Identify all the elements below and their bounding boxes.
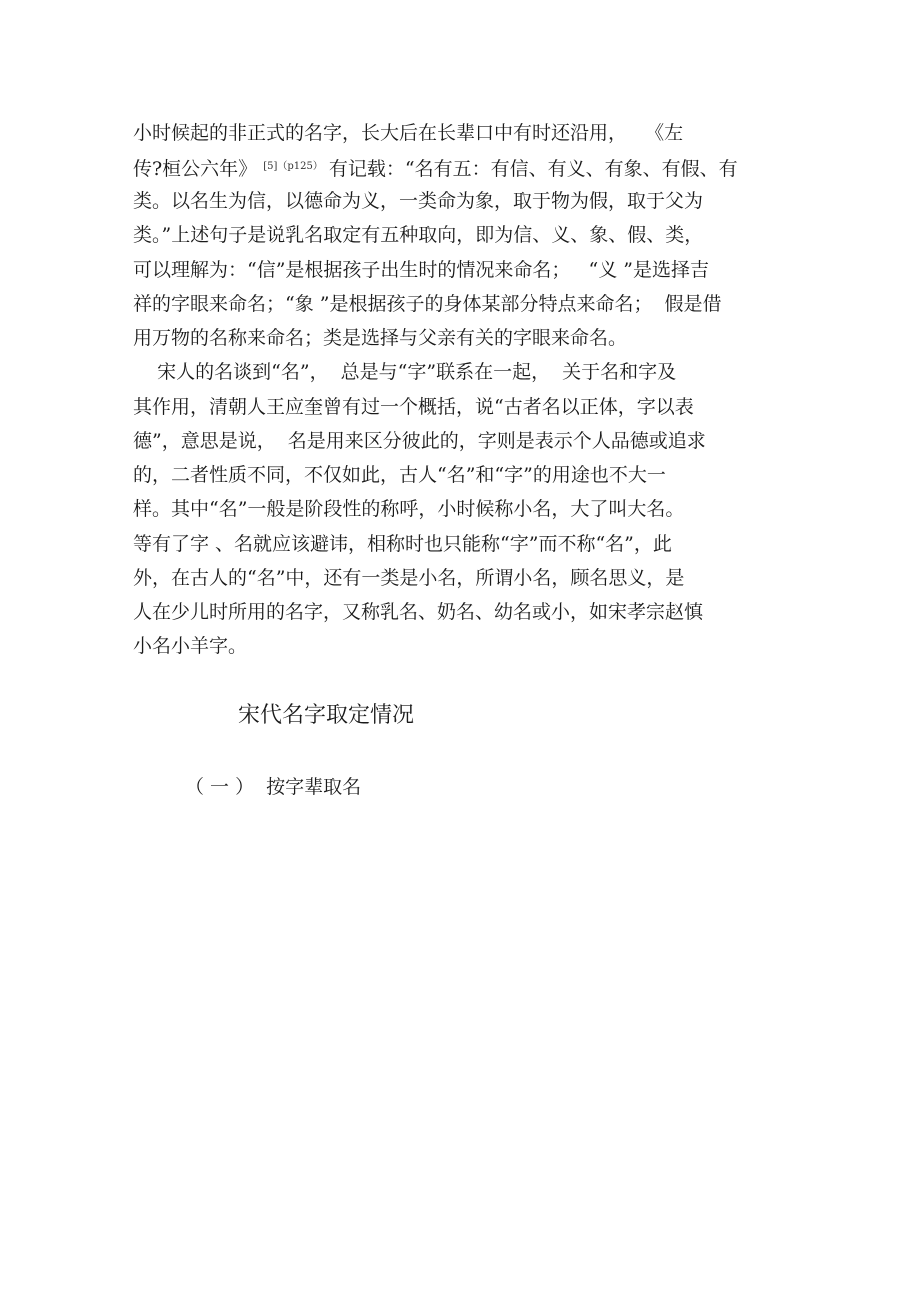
paragraph-line: 祥的字眼来命名；“象 ”是根据孩子的身体某部分特点来命名； 假是借: [133, 293, 722, 315]
paragraph-line: 的，二者性质不同，不仅如此，古人“名”和“字”的用途也不大一: [133, 464, 666, 486]
paragraph-line: 小时候起的非正式的名字，长大后在长辈口中有时还沿用， 《左: [133, 122, 684, 144]
paragraph-line: 小名小羊字。: [133, 635, 248, 657]
paragraph-line: 用万物的名称来命名；类是选择与父亲有关的字眼来命名。: [133, 327, 628, 349]
paragraph-line: [133, 155, 738, 179]
subsection-heading: （ 一 ） 按字辈取名: [185, 776, 362, 798]
paragraph-line: 外，在古人的“名”中，还有一类是小名，所谓小名，顾名思义，是: [133, 567, 685, 589]
line-text: 有记载：“名有五：有信、有义、有象、有假、有: [322, 158, 738, 180]
section-heading: 宋代名字取定情况: [238, 703, 415, 728]
paragraph-line: 宋人的名谈到“名”， 总是与“字”联系在一起， 关于名和字及: [133, 361, 677, 383]
paragraph-line: 样。其中“名”一般是阶段性的称呼，小时候称小名，大了叫大名。: [133, 498, 685, 520]
paragraph-line: 德”，意思是说， 名是用来区分彼此的，字则是表示个人品德或追求: [133, 430, 706, 452]
citation-marker: [5]（p125）: [263, 161, 323, 172]
paragraph-line: 其作用，清朝人王应奎曾有过一个概括，说“古者名以正体，字以表: [133, 396, 694, 418]
paragraph-line: 人在少儿时所用的名字，又称乳名、奶名、幼名或小，如宋孝宗赵慎: [133, 601, 704, 623]
paragraph-line: 等有了字 、名就应该避讳，相称时也只能称“字”而不称“名”，此: [133, 533, 672, 555]
paragraph-line: 可以理解为：“信”是根据孩子出生时的情况来命名； “义 ”是选择吉: [133, 259, 710, 281]
paragraph-line: 类。以名生为信，以德命为义，一类命为象，取于物为假，取于父为: [133, 190, 704, 212]
paragraph-line: 类。”上述句子是说乳名取定有五种取向，即为信、义、象、假、类，: [133, 224, 704, 246]
line-text: 传?桓公六年》: [133, 158, 264, 180]
